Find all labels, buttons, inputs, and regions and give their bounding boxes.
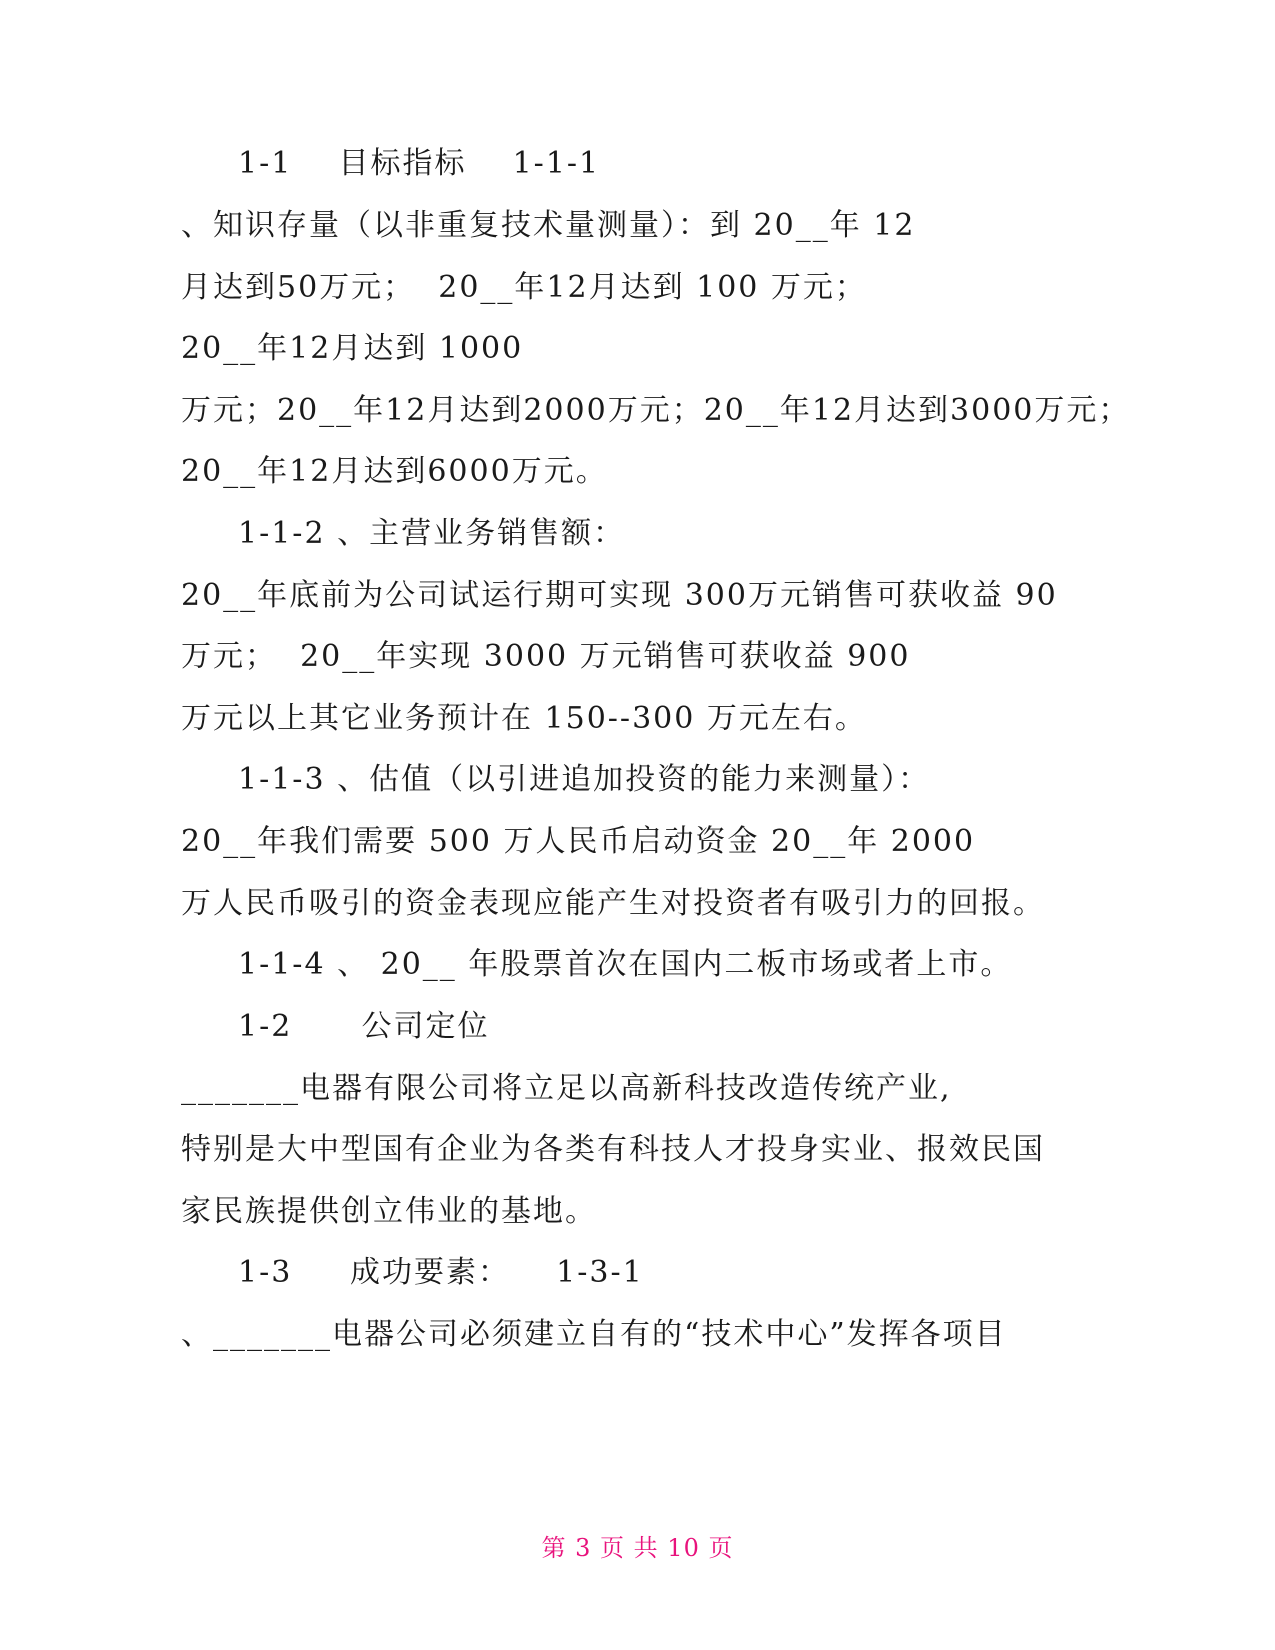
paragraph-line: 20__年我们需要 500 万人民币启动资金 20__年 2000 bbox=[181, 824, 976, 859]
paragraph-line: 万元以上其它业务预计在 150--300 万元左右。 bbox=[181, 701, 867, 736]
paragraph-line: 万元；20__年12月达到2000万元；20__年12月达到3000万元； bbox=[181, 393, 1131, 428]
paragraph-line: 20__年底前为公司试运行期可实现 300万元销售可获收益 90 bbox=[181, 578, 1058, 613]
paragraph-line: 、知识存量（以非重复技术量测量）：到 20__年 12 bbox=[181, 208, 916, 243]
paragraph-line: _______电器有限公司将立足以高新科技改造传统产业, bbox=[181, 1071, 952, 1106]
paragraph-line: 特别是大中型国有企业为各类有科技人才投身实业、报效民国 bbox=[181, 1132, 1045, 1167]
paragraph-line: 20__年12月达到 1000 bbox=[181, 331, 524, 366]
heading-1-1: 1-1 目标指标 1-1-1 bbox=[238, 146, 601, 181]
paragraph-line: 20__年12月达到6000万元。 bbox=[181, 454, 608, 489]
paragraph-line: 万人民币吸引的资金表现应能产生对投资者有吸引力的回报。 bbox=[181, 886, 1045, 921]
paragraph-line: 、_______电器公司必须建立自有的“技术中心”发挥各项目 bbox=[181, 1317, 1007, 1352]
paragraph-line: 万元； 20__年实现 3000 万元销售可获收益 900 bbox=[181, 639, 911, 674]
heading-1-1-3: 1-1-3 、估值（以引进追加投资的能力来测量）： bbox=[238, 762, 931, 797]
heading-1-1-2: 1-1-2 、主营业务销售额： bbox=[238, 516, 626, 551]
page-number-footer: 第 3 页 共 10 页 bbox=[541, 1534, 734, 1562]
heading-1-1-4: 1-1-4 、 20__ 年股票首次在国内二板市场或者上市。 bbox=[238, 947, 1013, 982]
paragraph-line: 月达到50万元； 20__年12月达到 100 万元； bbox=[181, 270, 867, 305]
paragraph-line: 家民族提供创立伟业的基地。 bbox=[181, 1194, 597, 1229]
heading-1-3: 1-3 成功要素： 1-3-1 bbox=[238, 1255, 644, 1290]
heading-1-2: 1-2 公司定位 bbox=[238, 1009, 490, 1044]
